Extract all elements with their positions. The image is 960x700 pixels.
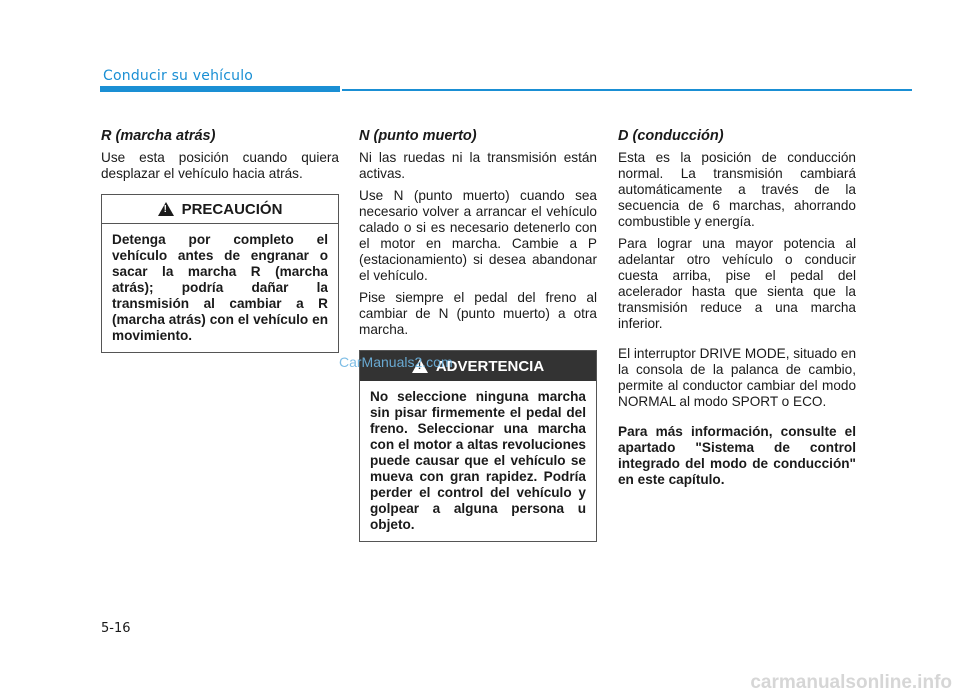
paragraph: Ni las ruedas ni la transmisión están activas. (359, 150, 597, 181)
paragraph: Pise siempre el pedal del freno al cambiar de N (punto muerto) a otra marcha. (359, 290, 597, 337)
section-heading-neutral: N (punto muerto) (359, 128, 477, 144)
section-heading-drive: D (conducción) (618, 128, 724, 144)
paragraph: Use esta posición cuando quiera desplazar el vehículo hacia atrás. (101, 150, 339, 181)
warning-triangle-icon (158, 202, 174, 216)
section-heading-reverse: R (marcha atrás) (101, 128, 216, 144)
paragraph: El interruptor DRIVE MODE, situado en la consola de la palanca de cambio, permite al conductor cambiar del modo NORMAL al modo SPORT o ECO. (618, 346, 856, 409)
column-drive (618, 128, 856, 494)
paragraph: Use N (punto muerto) cuando sea necesario volver a arrancar el vehículo calado o si es necesario detenerlo con el motor en marcha. Cambie a P (estacionamiento) si desea abandonar el vehículo. (359, 188, 597, 283)
header-rule (342, 89, 912, 91)
paragraph: Para lograr una mayor potencia al adelantar otro vehículo o conducir cuesta arriba, pise el pedal del acelerador hasta que sienta que la transmisión reduce a una marcha inferior. (618, 236, 856, 331)
caution-header (102, 195, 338, 224)
header-title: Conducir su vehículo (103, 68, 254, 84)
watermark-bottom: carmanualsonline.info (750, 672, 952, 693)
watermark-mid: CarManuals2.com (339, 354, 453, 370)
header-bar-accent (100, 86, 340, 92)
warning-box (359, 350, 597, 542)
column-reverse (101, 128, 339, 353)
page-number: 5-16 (101, 621, 131, 636)
caution-text: Detenga por completo el vehículo antes de engranar o sacar la marcha R (marcha atrás); podría dañar la transmisión al cambiar a R (marcha atrás) con el vehículo en movimiento. (112, 232, 328, 343)
column-neutral (359, 128, 597, 542)
paragraph: Esta es la posición de conducción normal. La transmisión cambiará automáticamente a través de la secuencia de 6 marchas, ahorrando combustible y energía. (618, 150, 856, 229)
paragraph-bold: Para más información, consulte el apartado "Sistema de control integrado del modo de conducción" en este capítulo. (618, 424, 856, 487)
warning-label: ADVERTENCIA (435, 357, 545, 375)
warning-text: No seleccione ninguna marcha sin pisar firmemente el pedal del freno. Seleccionar una marcha con el motor a altas revoluciones puede causar que el vehículo se mueva con gran rapidez. Podría perder el control del vehículo y golpear a alguna persona u objeto. (370, 389, 586, 532)
caution-box (101, 194, 339, 353)
caution-label: PRECAUCIÓN (181, 200, 283, 218)
